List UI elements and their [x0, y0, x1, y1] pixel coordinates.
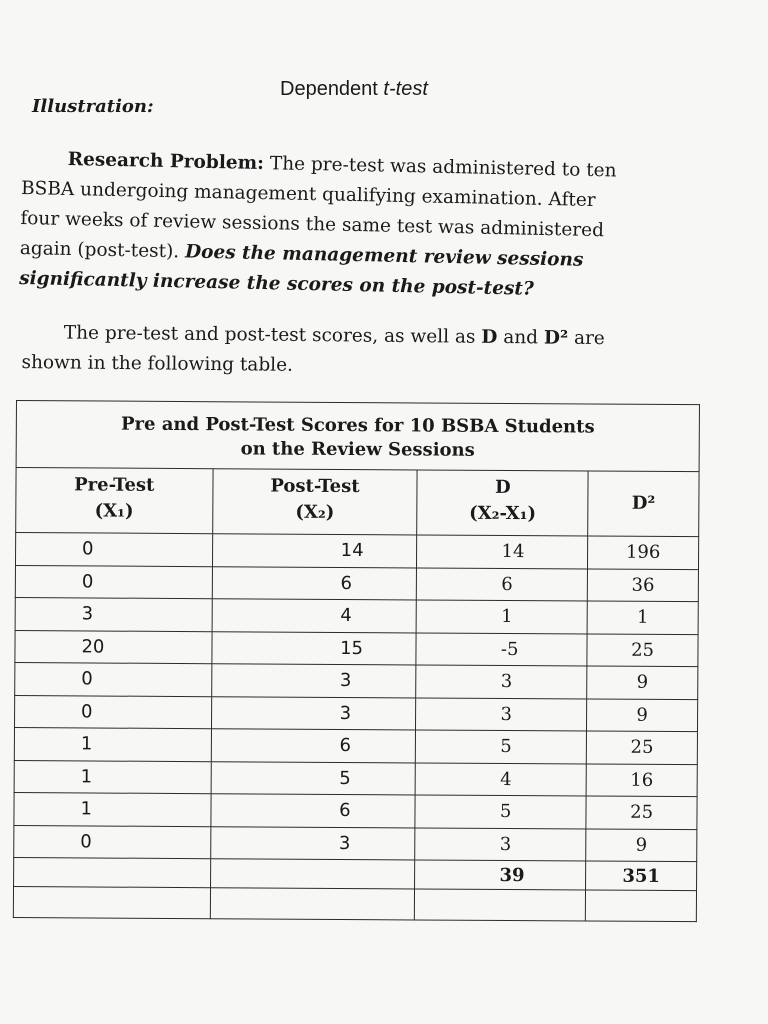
header-d: D (X₂-X₁): [417, 470, 588, 536]
cell-d: 6: [417, 567, 588, 601]
cell-d: 3: [415, 827, 586, 861]
cell-pre: 0: [15, 662, 212, 696]
table-row: [15, 533, 698, 570]
table-row: [15, 662, 698, 699]
cell-d: 1: [417, 600, 588, 634]
total-d-squared: 351: [586, 861, 697, 891]
scores-table: [13, 400, 700, 922]
cell-post: 5: [211, 761, 416, 795]
cell-pre: 0: [15, 565, 212, 599]
cell-pre: 1: [14, 792, 211, 826]
cell-post: 3: [211, 696, 416, 730]
table-row: [14, 760, 697, 797]
cell-d: 3: [416, 697, 587, 731]
scores-table-container: [13, 400, 706, 922]
cell-d: 5: [416, 730, 587, 764]
blank-row: [13, 886, 696, 921]
cell-d: 5: [415, 795, 586, 829]
page-title: Dependent t-test: [280, 78, 428, 100]
table-row: [15, 630, 698, 667]
research-problem-paragraph: Research Problem: The pre-test was administered to ten BSBA undergoing management qualifying examination. After four weeks of review sessions the same test was administered again (post-test). Does the management review sessions significantly increase the scores on the post-test?: [18, 148, 617, 300]
table-row: [15, 597, 698, 634]
cell-pre: 1: [14, 760, 211, 794]
table-row: [15, 565, 698, 602]
cell-post: 3: [210, 826, 415, 860]
cell-d2: 9: [586, 828, 697, 861]
research-question: Does the management review sessions: [184, 241, 584, 271]
cell-post: 14: [212, 534, 417, 568]
cell-post: 6: [211, 794, 416, 828]
cell-d2: 25: [587, 633, 698, 666]
cell-pre: 3: [15, 597, 212, 631]
cell-pre: 0: [14, 825, 211, 859]
table-row: [14, 792, 697, 829]
cell-d: 3: [416, 665, 587, 699]
cell-d: 14: [417, 535, 588, 569]
cell-d: -5: [416, 632, 587, 666]
cell-post: 3: [211, 664, 416, 698]
cell-d: 4: [416, 762, 587, 796]
illustration-label: Illustration:: [32, 96, 154, 117]
table-caption: Pre and Post-Test Scores for 10 BSBA Students on the Review Sessions: [16, 401, 699, 472]
table-row: [14, 825, 697, 862]
cell-post: 6: [212, 566, 417, 600]
table-row: [14, 695, 697, 732]
cell-post: 6: [211, 729, 416, 763]
total-d: 39: [415, 860, 586, 890]
totals-row: [14, 857, 697, 890]
cell-d2: 1: [587, 601, 698, 634]
intro-paragraph: The pre-test and post-test scores, as well as D and D² are shown in the following table.: [21, 322, 605, 376]
cell-d2: 9: [587, 698, 698, 731]
cell-d2: 25: [586, 796, 697, 829]
cell-pre: 0: [15, 533, 212, 567]
cell-pre: 20: [15, 630, 212, 664]
header-d-squared: D²: [588, 471, 699, 537]
cell-d2: 16: [586, 763, 697, 796]
header-post-test: Post-Test (X₂): [212, 469, 417, 535]
cell-d2: 25: [587, 731, 698, 764]
cell-post: 4: [212, 599, 417, 633]
table-row: [14, 727, 697, 764]
cell-pre: 1: [14, 727, 211, 761]
research-problem-label: Research Problem:: [67, 148, 265, 175]
cell-d2: 36: [588, 568, 699, 601]
cell-pre: 0: [14, 695, 211, 729]
table-header-row: [16, 468, 699, 537]
cell-d2: 196: [588, 536, 699, 569]
cell-post: 15: [212, 631, 417, 665]
header-pre-test: Pre-Test (X₁): [16, 468, 213, 534]
cell-d2: 9: [587, 666, 698, 699]
